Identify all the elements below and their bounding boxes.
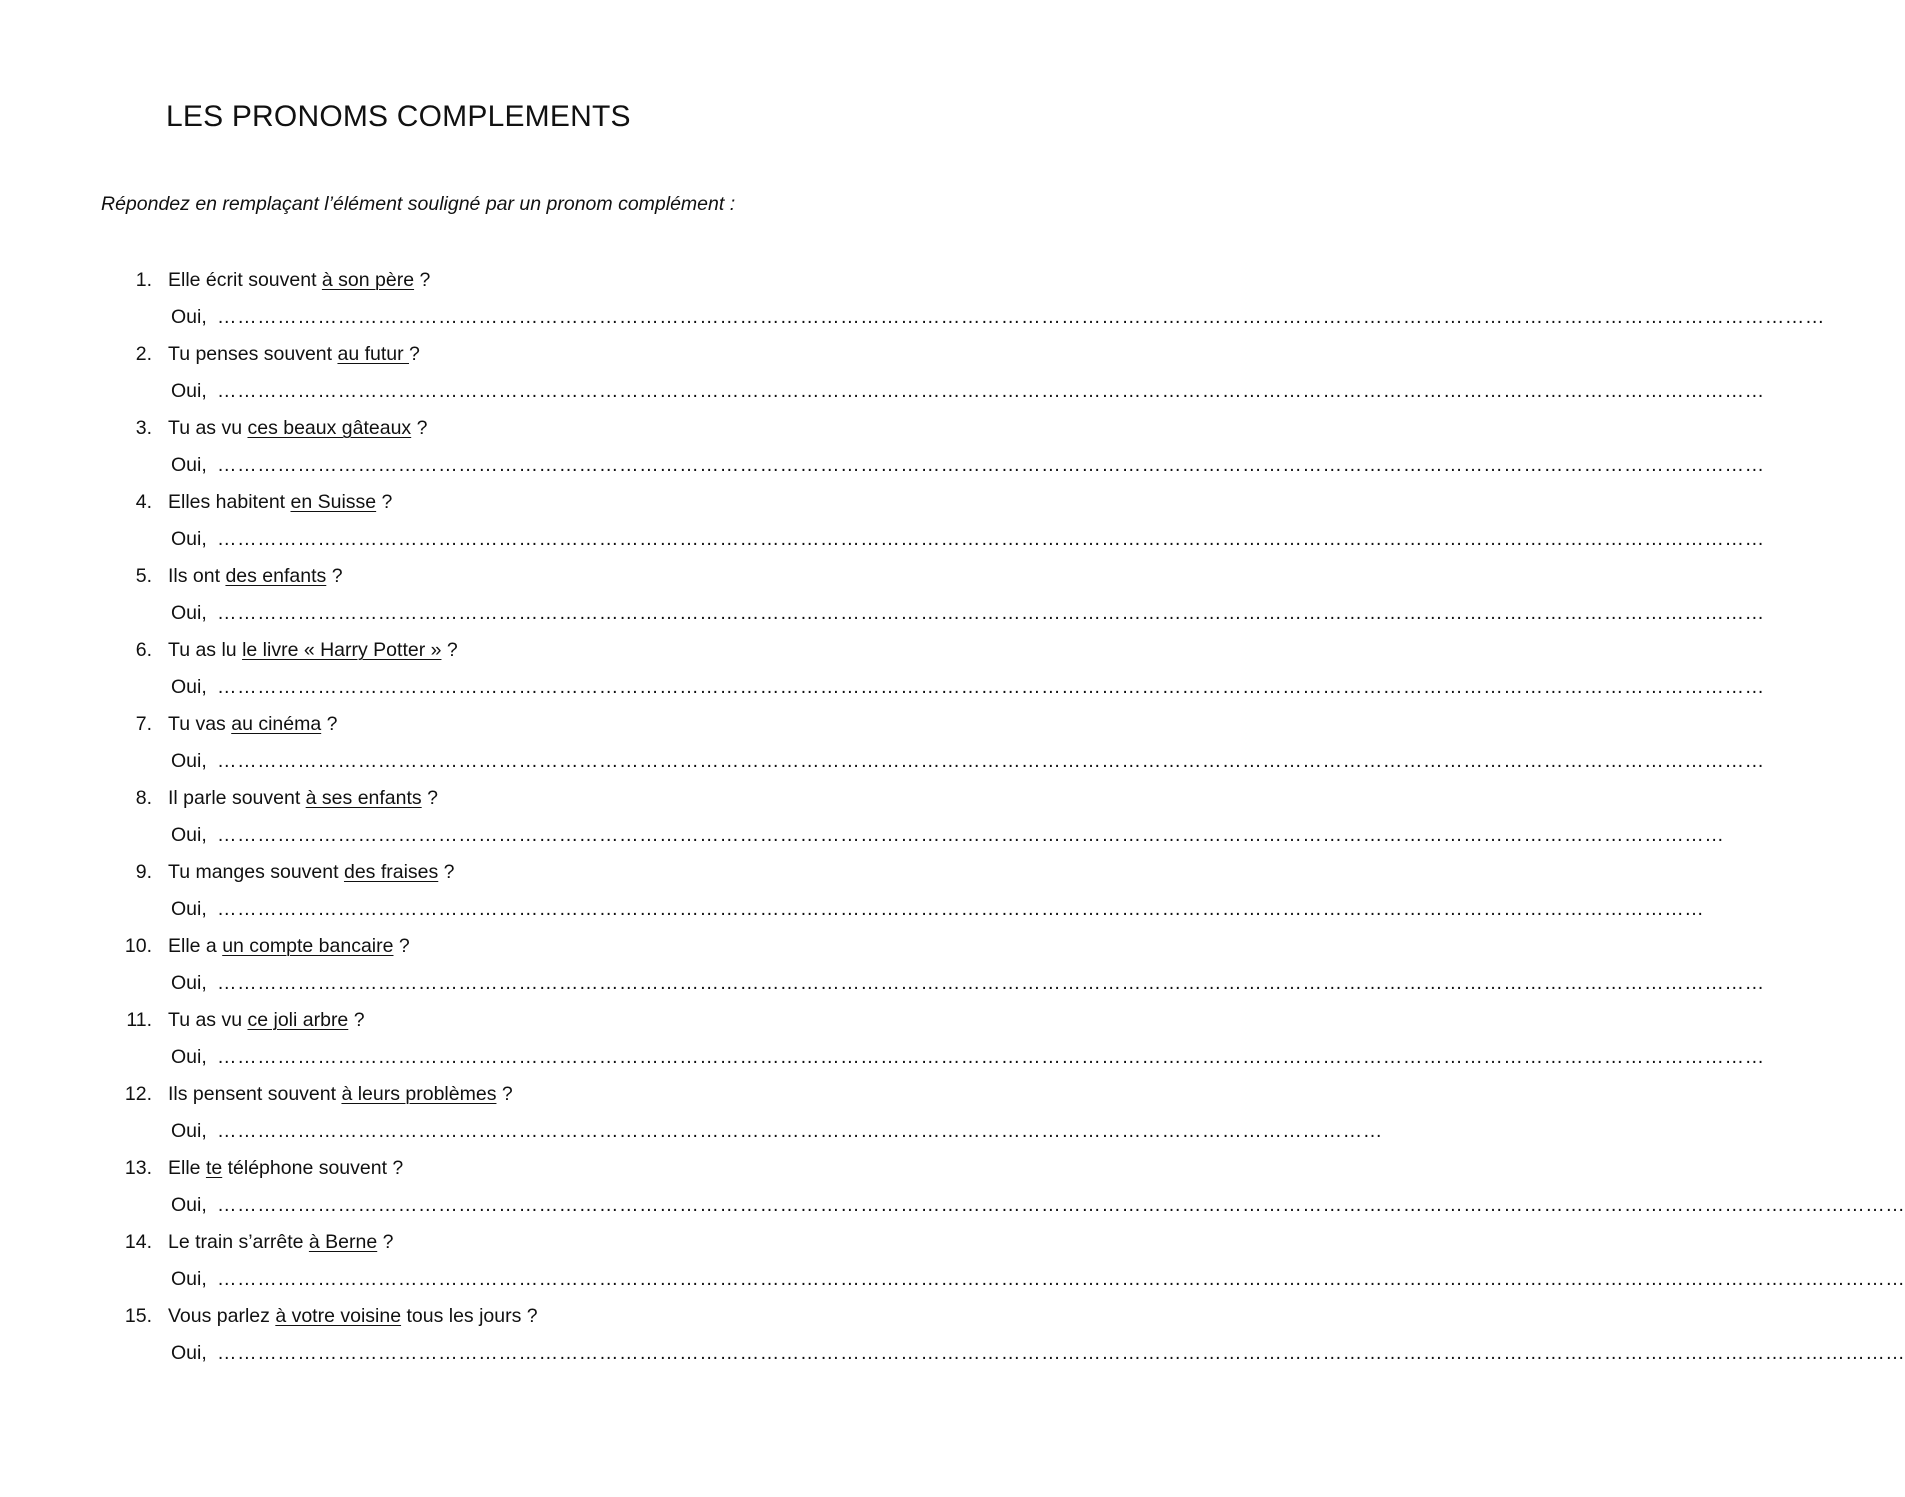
- question-text-after: ?: [326, 565, 343, 587]
- question-text: [168, 931, 410, 961]
- list-item: [0, 1153, 1905, 1227]
- question-text-before: Tu vas: [168, 713, 232, 735]
- answer-line[interactable]: [171, 450, 1765, 480]
- question-text-after: ?: [376, 491, 393, 513]
- underlined-element: au cinéma: [231, 713, 322, 735]
- underlined-element: à ses enfants: [305, 787, 422, 809]
- question-text-before: Tu as vu: [168, 417, 248, 439]
- answer-blank[interactable]: ……………………………………………………………………………………………………………………………………………………………………………………………………: [217, 898, 1705, 920]
- answer-blank[interactable]: ……………………………………………………………………………………………………………………………………………………………………………………………………………: [217, 676, 1765, 698]
- question-text-after: ?: [393, 935, 410, 957]
- list-item: [0, 413, 1765, 487]
- question-text: [168, 413, 427, 443]
- answer-prefix: Oui,: [171, 898, 207, 920]
- answer-prefix: Oui,: [171, 1120, 207, 1142]
- answer-line[interactable]: [171, 894, 1705, 924]
- answer-line[interactable]: [171, 302, 1825, 332]
- question-text-after: ?: [438, 861, 455, 883]
- question-text-before: Tu penses souvent: [168, 343, 338, 365]
- question-text: [168, 635, 458, 665]
- list-item: [0, 783, 1725, 857]
- question-text: [168, 709, 337, 739]
- answer-prefix: Oui,: [171, 306, 207, 328]
- answer-line[interactable]: [171, 524, 1765, 554]
- question-text-before: Vous parlez: [168, 1305, 276, 1327]
- answer-line[interactable]: [171, 1190, 1905, 1220]
- list-item: [0, 339, 1765, 413]
- question-text: [168, 1079, 513, 1109]
- answer-line[interactable]: [171, 1042, 1765, 1072]
- question-number: 8.: [135, 787, 152, 809]
- answer-line[interactable]: [171, 1264, 1905, 1294]
- question-text-before: Ils ont: [168, 565, 226, 587]
- question-text-after: ?: [421, 787, 438, 809]
- list-item: [0, 561, 1765, 635]
- question-text-after: tous les jours ?: [401, 1305, 538, 1327]
- underlined-element: à votre voisine: [275, 1305, 402, 1327]
- question-number: 4.: [135, 491, 152, 513]
- underlined-element: à leurs problèmes: [341, 1083, 497, 1105]
- answer-prefix: Oui,: [171, 454, 207, 476]
- question-text: [168, 487, 392, 517]
- answer-blank[interactable]: ……………………………………………………………………………………………………………………………………………………………………………………………………………………: [217, 306, 1825, 328]
- question-text: [168, 339, 420, 369]
- question-number: 1.: [135, 269, 152, 291]
- question-text-before: Tu as vu: [168, 1009, 248, 1031]
- answer-prefix: Oui,: [171, 380, 207, 402]
- question-number: 14.: [124, 1231, 152, 1253]
- question-number: 6.: [135, 639, 152, 661]
- question-number: 7.: [135, 713, 152, 735]
- underlined-element: en Suisse: [290, 491, 377, 513]
- list-item: [0, 487, 1765, 561]
- answer-blank[interactable]: ………………………………………………………………………………………………………………………………………………………………………………………………………: [217, 824, 1725, 846]
- page-title: LES PRONOMS COMPLEMENTS: [166, 100, 631, 133]
- question-text-after: ?: [414, 269, 431, 291]
- answer-prefix: Oui,: [171, 972, 207, 994]
- list-item: [0, 1227, 1905, 1301]
- answer-blank[interactable]: ………………………………………………………………………………………………………………………………………………………………………………………………………………………………: [217, 1194, 1905, 1216]
- question-text-after: ?: [411, 417, 428, 439]
- underlined-element: ces beaux gâteaux: [247, 417, 412, 439]
- answer-prefix: Oui,: [171, 602, 207, 624]
- question-text-after: ?: [348, 1009, 365, 1031]
- answer-blank[interactable]: ……………………………………………………………………………………………………………………………………………………………………………………………………………: [217, 1046, 1765, 1068]
- underlined-element: à Berne: [308, 1231, 378, 1253]
- answer-prefix: Oui,: [171, 1194, 207, 1216]
- question-text: [168, 783, 438, 813]
- question-text: [168, 561, 343, 591]
- answer-prefix: Oui,: [171, 1268, 207, 1290]
- question-text-before: Ils pensent souvent: [168, 1083, 342, 1105]
- question-text-after: ?: [496, 1083, 513, 1105]
- answer-blank[interactable]: ……………………………………………………………………………………………………………………………………………………………………………………………………………: [217, 528, 1765, 550]
- question-text: [168, 265, 430, 295]
- question-number: 3.: [135, 417, 152, 439]
- underlined-element: le livre « Harry Potter »: [242, 639, 442, 661]
- question-text: [168, 857, 455, 887]
- list-item: [0, 709, 1765, 783]
- underlined-element: à son père: [321, 269, 415, 291]
- question-text-before: Elles habitent: [168, 491, 291, 513]
- answer-blank[interactable]: ……………………………………………………………………………………………………………………………………………………………………………………………………………: [217, 750, 1765, 772]
- list-item: [0, 931, 1765, 1005]
- answer-prefix: Oui,: [171, 824, 207, 846]
- underlined-element: des enfants: [225, 565, 327, 587]
- question-text: [168, 1227, 393, 1257]
- question-text-after: ?: [377, 1231, 394, 1253]
- answer-blank[interactable]: ………………………………………………………………………………………………………………………………………………………………………………………………………………………………: [217, 1342, 1905, 1364]
- question-text-before: Elle écrit souvent: [168, 269, 322, 291]
- question-number: 13.: [124, 1157, 152, 1179]
- answer-prefix: Oui,: [171, 1342, 207, 1364]
- list-item: [0, 1005, 1765, 1079]
- answer-blank[interactable]: ………………………………………………………………………………………………………………………………………………………………………………………………………………………………: [217, 1268, 1905, 1290]
- question-text-before: Tu as lu: [168, 639, 243, 661]
- answer-prefix: Oui,: [171, 750, 207, 772]
- answer-line[interactable]: [171, 1116, 1383, 1146]
- underlined-element: des fraises: [343, 861, 439, 883]
- question-text-before: Il parle souvent: [168, 787, 306, 809]
- instruction-text: Répondez en remplaçant l’élément souligné par un pronom complément :: [101, 193, 736, 215]
- answer-prefix: Oui,: [171, 676, 207, 698]
- question-number: 15.: [124, 1305, 152, 1327]
- underlined-element: un compte bancaire: [222, 935, 394, 957]
- underlined-element: ce joli arbre: [247, 1009, 349, 1031]
- question-text-after: ?: [441, 639, 458, 661]
- question-text: [168, 1005, 365, 1035]
- question-text-after: téléphone souvent ?: [222, 1157, 404, 1179]
- underlined-element: au futur: [337, 343, 410, 365]
- answer-line[interactable]: [171, 376, 1765, 406]
- list-item: [0, 1079, 1383, 1153]
- question-text-before: Le train s’arrête: [168, 1231, 309, 1253]
- question-text-before: Elle: [168, 1157, 206, 1179]
- answer-blank[interactable]: ……………………………………………………………………………………………………………………………………………………………………………………………………………: [217, 602, 1765, 624]
- question-number: 5.: [135, 565, 152, 587]
- question-number: 2.: [135, 343, 152, 365]
- question-number: 11.: [126, 1009, 152, 1031]
- question-number: 10.: [124, 935, 152, 957]
- answer-blank[interactable]: …………………………………………………………………………………………………………………………………………………………: [217, 1120, 1383, 1142]
- answer-prefix: Oui,: [171, 528, 207, 550]
- answer-line[interactable]: [171, 672, 1765, 702]
- list-item: [0, 635, 1765, 709]
- question-text-before: Tu manges souvent: [168, 861, 344, 883]
- list-item: [0, 857, 1705, 931]
- underlined-element: te: [205, 1157, 223, 1179]
- answer-prefix: Oui,: [171, 1046, 207, 1068]
- answer-line[interactable]: [171, 746, 1765, 776]
- answer-line[interactable]: [171, 1338, 1905, 1368]
- list-item: [0, 1301, 1905, 1375]
- list-item: [0, 265, 1825, 339]
- answer-line[interactable]: [171, 820, 1725, 850]
- question-text-after: ?: [409, 343, 420, 365]
- answer-blank[interactable]: ……………………………………………………………………………………………………………………………………………………………………………………………………………: [217, 454, 1765, 476]
- question-number: 9.: [135, 861, 152, 883]
- question-list: [0, 265, 1905, 1375]
- answer-line[interactable]: [171, 968, 1765, 998]
- question-text-before: Elle a: [168, 935, 223, 957]
- question-number: 12.: [124, 1083, 152, 1105]
- question-text: [168, 1301, 538, 1331]
- answer-blank[interactable]: ……………………………………………………………………………………………………………………………………………………………………………………………………………: [217, 380, 1765, 402]
- answer-line[interactable]: [171, 598, 1765, 628]
- question-text-after: ?: [321, 713, 338, 735]
- question-text: [168, 1153, 403, 1183]
- answer-blank[interactable]: ……………………………………………………………………………………………………………………………………………………………………………………………………………: [217, 972, 1765, 994]
